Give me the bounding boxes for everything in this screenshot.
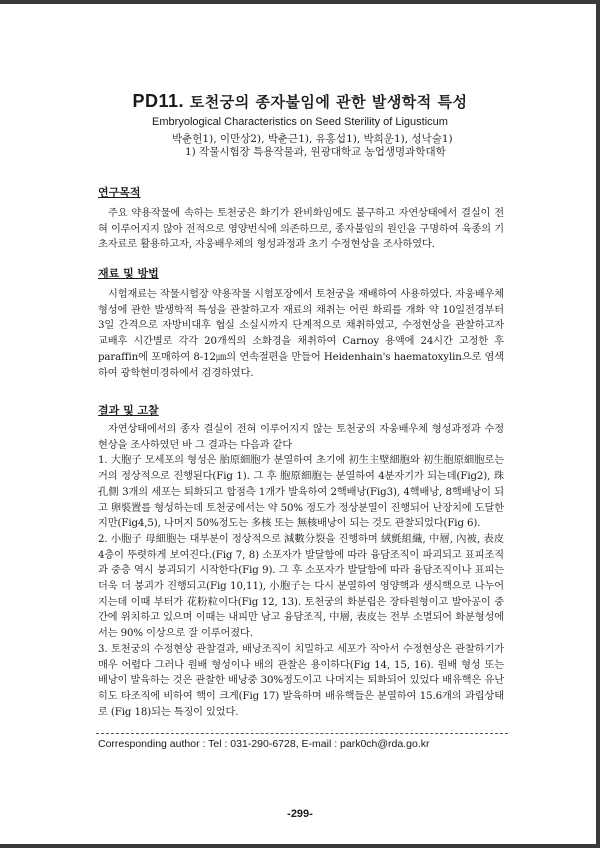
paragraph: 주요 약용작물에 속하는 토천궁은 화기가 완비화임에도 불구하고 자연상태에서 결실이 전혀 이루어지지 않아 전적으로 영양번식에 의존하므로, 종자불임의 원인을 구명하여 육종의 기초자료로 활용하고자, 자웅배우체의 형성과정과 초기 수정현상을 조사하였다. <box>98 208 504 251</box>
abstract-code: PD11. <box>132 91 185 111</box>
paragraph: 자연상태에서의 종자 결실이 전혀 이루어지지 않는 토천궁의 자웅배우체 형성과정과 수정현상을 조사하였던 바 그 결과는 다음과 같다 <box>98 424 504 451</box>
result-item-3: 3. 토천궁의 수정현상 관찰결과, 배낭조직이 치밀하고 세포가 작아서 수정현상은 관찰하기가 매우 어렵다 그러나 원배 형성이나 배의 관찰은 용이하다(Fig 14, 15, 16). 원배 형성 또는 배낭이 발육하는 것은 관찰한 배낭중 30%정도이고 나머지는 퇴화되어 있었다 배유핵은 유난히도 타조직에 비하여 핵이 크게(Fig 17) 발육하며 배유핵들은 분열하여 15.6개의 과립상태로 (Fig 18)되는 특징이 있었다. <box>98 643 504 718</box>
section-heading-results: 결과 및 고찰 <box>98 404 159 417</box>
footnote-divider <box>96 733 508 734</box>
title-block <box>0 91 600 128</box>
section-heading-methods: 재료 및 방법 <box>98 267 159 280</box>
affiliation: 1) 작물시험장 특용작물과, 원광대학교 농업생명과학대학 <box>185 146 446 158</box>
result-item-2: 2. 小胞子 母細胞는 대부분이 정상적으로 減數分裂을 진행하며 絨氈組織, 中層, 內被, 表皮 4층이 뚜렷하게 보여진다.(Fig 7, 8) 소포자가 발달함에 따라 융담조직이 파괴되고 표피조직과 중층 역시 붕괴되기 시작한다(Fig 9). 그 후 소포자가 발달함에 따라 융담조직이나 표피는 더욱 더 붕괴가 진행되고(Fig 10,11), 小胞子는 다시 분열하여 영양핵과 생식핵으로 나누어 지는데 이때 부터가 花粉粒이다(Fig 12, 13). 토천궁의 화분립은 장타원형이고 발아공이 중간에 위치하고 있으며 이때는 내피만 남고 융담조직, 中層, 表皮는 전부 소멸되어 화분형성에서는 90% 이상으로 잘 이루어졌다. <box>98 533 504 640</box>
bottom-scan-border <box>0 844 600 848</box>
top-scan-border <box>0 0 600 4</box>
corresponding-author: Corresponding author : Tel : 031-290-6728, E-mail : park0ch@rda.go.kr <box>98 738 430 750</box>
page-title <box>0 91 600 112</box>
title-english: Embryological Characteristics on Seed Sterility of Ligusticum <box>152 116 448 128</box>
author-list: 박춘헌1), 이만상2), 박춘근1), 유홍섭1), 박희운1), 성낙술1) <box>172 133 453 145</box>
section-body-purpose <box>98 206 504 253</box>
page-number: -299- <box>287 808 313 820</box>
result-item-1: 1. 大胞子 모세포의 형성은 胎原細胞가 분열하여 초기에 初生主壁細胞와 初生胞原細胞로는 거의 정상적으로 진행된다(Fig 1). 그 후 胞原細胞는 분열하여 4분자기가 되는데(Fig2), 珠孔側 3개의 세포는 퇴화되고 합점측 1개가 발육하여 2핵배낭(Fig3), 4핵배낭, 8핵배낭이 되고 卵裝置를 형성하는데 토천궁에서는 약 50% 정도가 정상분열이 진행되어 난장치에 도달한지만(Fig4,5), 나머지 50%정도는 多核 또는 無核배낭이 되는 것도 관찰되었다(Fig 6). <box>98 455 504 530</box>
section-body-results <box>98 422 504 720</box>
section-heading-purpose: 연구목적 <box>98 186 141 199</box>
section-body-methods <box>98 287 504 381</box>
paragraph: 시험재료는 작물시험장 약용작물 시험포장에서 토천궁을 재배하여 사용하였다. 자웅배우체 형성에 관한 발생학적 특성을 관찰하고자 재료의 채취는 어린 화뢰를 개화 약 10일전경부터 3일 간격으로 자방비대후 협실 소실시까지 단계적으로 채취하였고, 수정현상을 관찰하고자 교배후 시간별로 각각 20개씩의 소화경을 채취하여 Carnoy 용액에 24시간 고정한 후 paraffin에 포매하여 8-12㎛의 연속절편을 만들어 Heidenhain's haematoxylin으로 염색하여 광학현미경하에서 검경하였다. <box>98 289 504 379</box>
title-korean: 토천궁의 종자불임에 관한 발생학적 특성 <box>189 93 468 111</box>
